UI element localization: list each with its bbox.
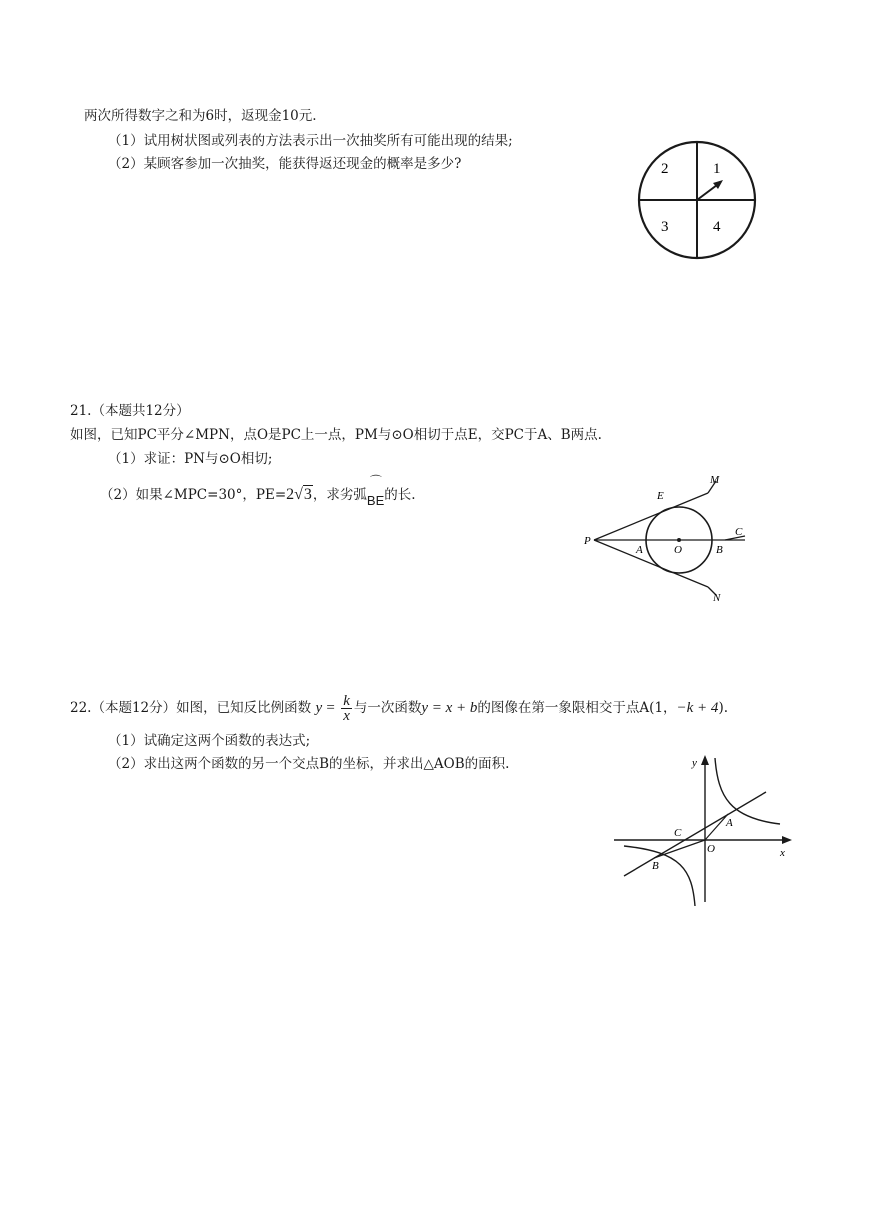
q21-part2-text-c: 的长. xyxy=(384,487,416,503)
q20-part1: （1）试用树状图或列表的方法表示出一次抽奖所有可能出现的结果; xyxy=(108,133,513,149)
label-c: C xyxy=(674,827,682,839)
q22-stem-b: 与一次函数 xyxy=(353,700,422,716)
point-a-y: −k + 4 xyxy=(676,700,719,716)
q21-part1: （1）求证：PN与⊙O相切; xyxy=(108,451,273,467)
q21-part2-text-a: （2）如果∠MPC=30°，PE= xyxy=(100,487,287,503)
label-b: B xyxy=(716,544,723,556)
fraction-k-over-x xyxy=(341,694,352,723)
label-e: E xyxy=(657,490,664,502)
q20-part2: （2）某顾客参加一次抽奖，能获得返还现金的概率是多少? xyxy=(108,156,462,172)
q21-header: 21.（本题共12分） xyxy=(70,403,190,419)
q22-stem xyxy=(70,694,728,723)
spinner-number: 2 xyxy=(661,161,669,177)
q21-stem: 如图，已知PC平分∠MPN，点O是PC上一点，PM与⊙O相切于点E，交PC于A、B两点. xyxy=(70,427,602,443)
spinner-figure xyxy=(635,139,761,263)
eq1-equals: = xyxy=(326,700,335,716)
q22-part1: （1）试确定这两个函数的表达式; xyxy=(108,733,311,749)
sqrt-radicand: 3 xyxy=(303,486,312,503)
label-a: A xyxy=(726,817,733,829)
q21-part2 xyxy=(100,486,416,508)
function-graph-figure xyxy=(610,752,795,910)
spinner-number: 3 xyxy=(661,219,669,235)
label-x-axis: x xyxy=(780,847,785,859)
fraction-numerator: k xyxy=(343,693,350,709)
spinner-number: 4 xyxy=(713,219,721,235)
label-m: M xyxy=(710,474,720,486)
label-a: A xyxy=(636,544,643,556)
q22-stem-d: ). xyxy=(718,700,728,716)
q22-stem-c: 的图像在第一象限相交于点A(1， xyxy=(477,700,677,716)
eq1-lhs: y xyxy=(315,700,323,716)
arc-be: ⌒ BE xyxy=(367,492,384,510)
label-o: O xyxy=(707,843,715,855)
spinner-number: 1 xyxy=(713,161,721,177)
q20-line1: 两次所得数字之和为6时，返现金10元. xyxy=(84,108,317,124)
eq2: y = x + b xyxy=(421,700,478,716)
q21-part2-text-b: ，求劣弧 xyxy=(312,487,367,503)
label-y-axis: y xyxy=(692,757,697,769)
label-o: O xyxy=(674,544,682,556)
label-p: P xyxy=(584,535,591,547)
fraction-denominator: x xyxy=(343,708,350,724)
label-b: B xyxy=(652,860,659,872)
sqrt-coefficient: 2 xyxy=(286,486,295,503)
y-axis-arrow-icon xyxy=(701,755,709,765)
sqrt-expression: 2√3 xyxy=(286,486,312,503)
x-axis-arrow-icon xyxy=(782,836,792,844)
q22-stem-a: 22.（本题12分）如图，已知反比例函数 xyxy=(70,700,312,716)
q22-part2: （2）求出这两个函数的另一个交点B的坐标，并求出△AOB的面积. xyxy=(108,756,510,772)
label-n: N xyxy=(713,592,721,604)
tangent-circle-figure xyxy=(580,470,755,605)
label-c: C xyxy=(735,526,743,538)
